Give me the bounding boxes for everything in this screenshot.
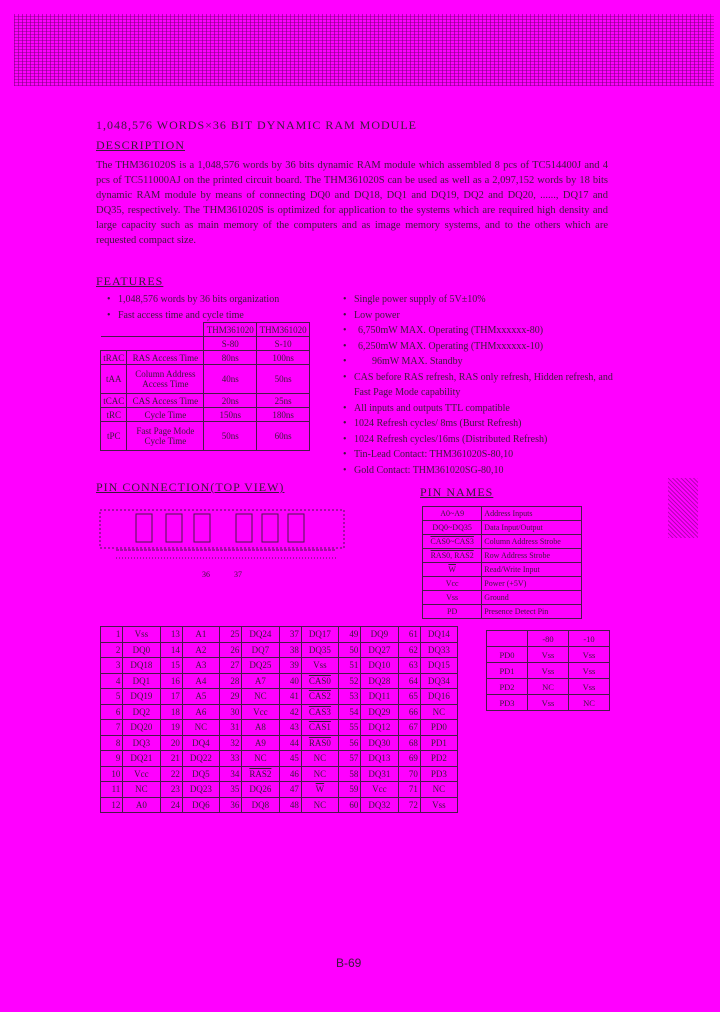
pin-number: 40: [279, 673, 301, 689]
pin-number: 66: [398, 704, 420, 720]
pin-number: 67: [398, 720, 420, 736]
pd-cell: Vss: [569, 647, 610, 663]
speed-sym: tRAC: [101, 351, 127, 365]
pin-table-row: [101, 782, 458, 798]
pin-number: 64: [398, 673, 420, 689]
features-right: [340, 292, 615, 478]
pin-table-row: [101, 627, 458, 643]
module-diagram: [96, 500, 352, 582]
pin-number: 9: [101, 751, 123, 767]
pin-number: 2: [101, 642, 123, 658]
pin-signal: Vcc: [123, 766, 160, 782]
speed-value: 60ns: [257, 422, 310, 451]
pd-cell: Vss: [528, 647, 569, 663]
pin-name-symbol: PD: [423, 605, 482, 619]
pd-cell: Vss: [528, 663, 569, 679]
pin-signal: DQ3: [123, 735, 160, 751]
pin-number: 7: [101, 720, 123, 736]
pin-signal: PD1: [420, 735, 457, 751]
pin-table-row: [101, 797, 458, 813]
pin-signal: DQ33: [420, 642, 457, 658]
pd-header: [487, 631, 528, 647]
pin-number: 29: [220, 689, 242, 705]
pin-name-desc: Read/Write Input: [482, 563, 582, 577]
pin-number: 62: [398, 642, 420, 658]
pin-number: 71: [398, 782, 420, 798]
pd-cell: Vss: [569, 679, 610, 695]
pin-signal: DQ23: [182, 782, 219, 798]
pin-number: 59: [339, 782, 361, 798]
pin-number: 33: [220, 751, 242, 767]
pin-signal: DQ32: [361, 797, 398, 813]
pin-number: 37: [279, 627, 301, 643]
pin-number: 19: [160, 720, 182, 736]
pin-number: 21: [160, 751, 182, 767]
pin-signal: DQ28: [361, 673, 398, 689]
pin-signal: NC: [123, 782, 160, 798]
pin-number: 3: [101, 658, 123, 674]
pin-signal: DQ7: [242, 642, 279, 658]
pin-number: 52: [339, 673, 361, 689]
pin-signal: RAS2: [242, 766, 279, 782]
pin-signal: NC: [301, 751, 338, 767]
pd-row: [487, 663, 610, 679]
pin-name-symbol: $\overline{W}$: [423, 563, 482, 577]
pin-name-desc: Ground: [482, 591, 582, 605]
pin-name-desc: Column Address Strobe: [482, 535, 582, 549]
pd-row: [487, 695, 610, 711]
features-heading: FEATURES: [96, 274, 164, 288]
pin-table-row: [101, 658, 458, 674]
feature-item: • All inputs and outputs TTL compatible: [354, 401, 615, 417]
pin-signal: A2: [182, 642, 219, 658]
speed-label: Cycle Time: [127, 408, 204, 422]
pin-signal: A0: [123, 797, 160, 813]
pin-number: 58: [339, 766, 361, 782]
pin-number: 69: [398, 751, 420, 767]
pin-table-row: [101, 735, 458, 751]
pin-number: 70: [398, 766, 420, 782]
pin-signal: CAS0: [301, 673, 338, 689]
pin-signal: CAS1: [301, 720, 338, 736]
pin-signal: A7: [242, 673, 279, 689]
feature-subitem: • 6,750mW MAX. Operating (THMxxxxxx-80): [354, 323, 615, 339]
feature-item: • CAS before RAS refresh, RAS only refresh, Hidden refresh, and Fast Page Mode capability: [354, 370, 615, 401]
pin-signal: DQ14: [420, 627, 457, 643]
pin-number: 28: [220, 673, 242, 689]
pin-signal: NC: [301, 797, 338, 813]
speed-label: Fast Page Mode Cycle Time: [127, 422, 204, 451]
pd-cell: PD1: [487, 663, 528, 679]
pd-header: -80: [528, 631, 569, 647]
pin-number: 6: [101, 704, 123, 720]
pin-number: 12: [101, 797, 123, 813]
presence-detect-table: [486, 630, 610, 711]
pin-name-desc: Address Inputs: [482, 507, 582, 521]
pin-table-row: [101, 642, 458, 658]
pin-number: 39: [279, 658, 301, 674]
pin-number: 50: [339, 642, 361, 658]
speed-value: 50ns: [204, 422, 257, 451]
pin-number: 49: [339, 627, 361, 643]
pin-signal: Vss: [123, 627, 160, 643]
speed-label: CAS Access Time: [127, 394, 204, 408]
pin-number: 72: [398, 797, 420, 813]
pd-cell: Vss: [569, 663, 610, 679]
pin-signal: NC: [242, 689, 279, 705]
pin-name-symbol: RAS0, RAS2: [423, 549, 482, 563]
pin-number: 55: [339, 720, 361, 736]
pin-number: 30: [220, 704, 242, 720]
pin-signal: DQ35: [301, 642, 338, 658]
pin-signal: DQ9: [361, 627, 398, 643]
speed-value: 180ns: [257, 408, 310, 422]
pin-signal: CAS3: [301, 704, 338, 720]
pin-table-row: [101, 689, 458, 705]
page-title: 1,048,576 WORDS×36 BIT DYNAMIC RAM MODULE: [96, 118, 418, 132]
speed-value: 80ns: [204, 351, 257, 365]
speed-value: 100ns: [257, 351, 310, 365]
speed-value: 40ns: [204, 365, 257, 394]
feature-item: • 1024 Refresh cycles/16ms (Distributed Refresh): [354, 432, 615, 448]
pin-number: 54: [339, 704, 361, 720]
speed-sym: tRC: [101, 408, 127, 422]
pin-signal: DQ5: [182, 766, 219, 782]
pin-signal: A1: [182, 627, 219, 643]
pin-signal: DQ31: [361, 766, 398, 782]
scan-noise-header: [14, 14, 714, 86]
speed-col-header: THM361020: [204, 323, 257, 337]
pin-number: 60: [339, 797, 361, 813]
pin-signal: DQ34: [420, 673, 457, 689]
pin-connection-heading: PIN CONNECTION(TOP VIEW): [96, 480, 285, 494]
pin-number: 41: [279, 689, 301, 705]
pin-signal: A3: [182, 658, 219, 674]
speed-value: 50ns: [257, 365, 310, 394]
pin-mark: 37: [234, 570, 242, 579]
pin-number: 23: [160, 782, 182, 798]
pin-signal: DQ21: [123, 751, 160, 767]
pin-number: 65: [398, 689, 420, 705]
pd-cell: PD2: [487, 679, 528, 695]
speed-table: [100, 322, 310, 451]
pin-name-symbol: A0~A9: [423, 507, 482, 521]
pin-number: 8: [101, 735, 123, 751]
pin-number: 38: [279, 642, 301, 658]
pin-signal: NC: [182, 720, 219, 736]
pin-signal: NC: [301, 766, 338, 782]
features-left: [104, 292, 324, 323]
pin-number: 17: [160, 689, 182, 705]
pin-signal: DQ10: [361, 658, 398, 674]
speed-value: 25ns: [257, 394, 310, 408]
pin-number: 46: [279, 766, 301, 782]
pin-number: 18: [160, 704, 182, 720]
pin-signal: DQ26: [242, 782, 279, 798]
pin-signal: DQ0: [123, 642, 160, 658]
pin-number: 51: [339, 658, 361, 674]
pin-signal: NC: [420, 782, 457, 798]
pin-name-desc: Data Input/Output: [482, 521, 582, 535]
pin-signal: DQ12: [361, 720, 398, 736]
pin-table-row: [101, 751, 458, 767]
pin-number: 5: [101, 689, 123, 705]
pd-row: [487, 647, 610, 663]
pin-number: 34: [220, 766, 242, 782]
pin-number: 42: [279, 704, 301, 720]
pin-signal: PD3: [420, 766, 457, 782]
pin-signal: DQ20: [123, 720, 160, 736]
pin-number: 57: [339, 751, 361, 767]
pin-signal: CAS2: [301, 689, 338, 705]
pin-name-desc: Row Address Strobe: [482, 549, 582, 563]
pin-number: 25: [220, 627, 242, 643]
pin-signal: DQ1: [123, 673, 160, 689]
pin-table-row: [101, 766, 458, 782]
pin-signal: PD2: [420, 751, 457, 767]
pin-signal: DQ16: [420, 689, 457, 705]
pin-number: 27: [220, 658, 242, 674]
pin-names-heading: PIN NAMES: [420, 485, 494, 499]
feature-subitem: • 6,250mW MAX. Operating (THMxxxxxx-10): [354, 339, 615, 355]
description-heading: DESCRIPTION: [96, 138, 186, 152]
pin-number: 32: [220, 735, 242, 751]
speed-col-sub: S-80: [204, 337, 257, 351]
pin-number: 68: [398, 735, 420, 751]
pin-number: 13: [160, 627, 182, 643]
pin-signal: RAS0: [301, 735, 338, 751]
pin-signal: DQ25: [242, 658, 279, 674]
pin-signal: DQ15: [420, 658, 457, 674]
feature-item: • Fast access time and cycle time: [118, 308, 324, 324]
pin-signal: PD0: [420, 720, 457, 736]
pd-cell: PD3: [487, 695, 528, 711]
pin-number: 10: [101, 766, 123, 782]
feature-item: • Tin-Lead Contact: THM361020S-80,10: [354, 447, 615, 463]
pin-number: 36: [220, 797, 242, 813]
pin-signal: DQ8: [242, 797, 279, 813]
pin-number: 61: [398, 627, 420, 643]
pin-signal: A6: [182, 704, 219, 720]
feature-item: • Gold Contact: THM361020SG-80,10: [354, 463, 615, 479]
feature-item: • 1024 Refresh cycles/ 8ms (Burst Refresh): [354, 416, 615, 432]
pin-signal: NC: [420, 704, 457, 720]
scan-noise-side: [668, 478, 698, 538]
pin-name-symbol: DQ0~DQ35: [423, 521, 482, 535]
pin-number: 44: [279, 735, 301, 751]
feature-subitem: • 96mW MAX. Standby: [354, 354, 615, 370]
pin-table-row: [101, 720, 458, 736]
pin-name-desc: Power (+5V): [482, 577, 582, 591]
pin-signal: Vcc: [242, 704, 279, 720]
pin-number: 22: [160, 766, 182, 782]
feature-item: • Low power: [354, 308, 615, 324]
pin-signal: DQ29: [361, 704, 398, 720]
pin-assignment-table: [100, 626, 458, 813]
pd-row: [487, 679, 610, 695]
pin-number: 11: [101, 782, 123, 798]
pin-signal: DQ17: [301, 627, 338, 643]
speed-value: 20ns: [204, 394, 257, 408]
pd-cell: PD0: [487, 647, 528, 663]
speed-sym: tAA: [101, 365, 127, 394]
pd-header-row: [487, 631, 610, 647]
pin-signal: Vss: [420, 797, 457, 813]
pin-table-row: [101, 673, 458, 689]
pin-signal: DQ22: [182, 751, 219, 767]
pin-name-symbol: Vss: [423, 591, 482, 605]
pin-number: 24: [160, 797, 182, 813]
pin-signal: DQ4: [182, 735, 219, 751]
pin-signal: Vss: [301, 658, 338, 674]
pin-names-table: [422, 506, 582, 619]
pin-number: 43: [279, 720, 301, 736]
speed-col-header: THM361020: [257, 323, 310, 337]
pin-number: 45: [279, 751, 301, 767]
pin-number: 56: [339, 735, 361, 751]
pin-signal: DQ18: [123, 658, 160, 674]
pin-signal: DQ13: [361, 751, 398, 767]
pin-mark: 36: [202, 570, 210, 579]
pin-signal: A4: [182, 673, 219, 689]
speed-label: Column Address Access Time: [127, 365, 204, 394]
pd-cell: NC: [569, 695, 610, 711]
pin-signal: NC: [242, 751, 279, 767]
pin-signal: DQ24: [242, 627, 279, 643]
pin-table-row: [101, 704, 458, 720]
speed-sym: tPC: [101, 422, 127, 451]
pin-signal: Vcc: [361, 782, 398, 798]
pin-name-desc: Presence Detect Pin: [482, 605, 582, 619]
pin-signal: $\overline{W}$: [301, 782, 338, 798]
speed-value: 150ns: [204, 408, 257, 422]
pin-signal: DQ30: [361, 735, 398, 751]
pin-signal: A9: [242, 735, 279, 751]
pin-number: 20: [160, 735, 182, 751]
pin-number: 35: [220, 782, 242, 798]
speed-col-sub: S-10: [257, 337, 310, 351]
pin-signal: DQ11: [361, 689, 398, 705]
description-text: The THM361020S is a 1,048,576 words by 36 bits dynamic RAM module which assembled 8 pcs of TC514400J and 4 pcs of TC511000AJ on the printed circuit board. The THM361020S can be used as well as a 2,097,152 words by 18 bits dynamic RAM module by means of connecting DQ0 and DQ18, DQ1 and DQ19, DQ2 and DQ20, ......, DQ17 and DQ35, respectively. The THM361020S is optimized for application to the systems which are required high density and large capacity such as main memory of the computers and as image memory systems, and to the others which are requested compact size.: [96, 160, 608, 246]
speed-label: RAS Access Time: [127, 351, 204, 365]
pin-number: 47: [279, 782, 301, 798]
pin-number: 16: [160, 673, 182, 689]
pin-number: 63: [398, 658, 420, 674]
page-number: B-69: [336, 956, 362, 970]
pin-name-symbol: CAS0~CAS3: [423, 535, 482, 549]
pin-number: 4: [101, 673, 123, 689]
pd-cell: Vss: [528, 695, 569, 711]
feature-item: • 1,048,576 words by 36 bits organization: [118, 292, 324, 308]
speed-sym: tCAC: [101, 394, 127, 408]
pin-number: 1: [101, 627, 123, 643]
pin-signal: A5: [182, 689, 219, 705]
pin-number: 14: [160, 642, 182, 658]
pin-number: 26: [220, 642, 242, 658]
pd-cell: NC: [528, 679, 569, 695]
pin-number: 31: [220, 720, 242, 736]
pd-header: -10: [569, 631, 610, 647]
pin-signal: A8: [242, 720, 279, 736]
feature-item: • Single power supply of 5V±10%: [354, 292, 615, 308]
pin-signal: DQ6: [182, 797, 219, 813]
pin-number: 53: [339, 689, 361, 705]
pin-signal: DQ2: [123, 704, 160, 720]
pin-signal: DQ27: [361, 642, 398, 658]
pin-signal: DQ19: [123, 689, 160, 705]
pin-number: 15: [160, 658, 182, 674]
pin-name-symbol: Vcc: [423, 577, 482, 591]
pin-number: 48: [279, 797, 301, 813]
